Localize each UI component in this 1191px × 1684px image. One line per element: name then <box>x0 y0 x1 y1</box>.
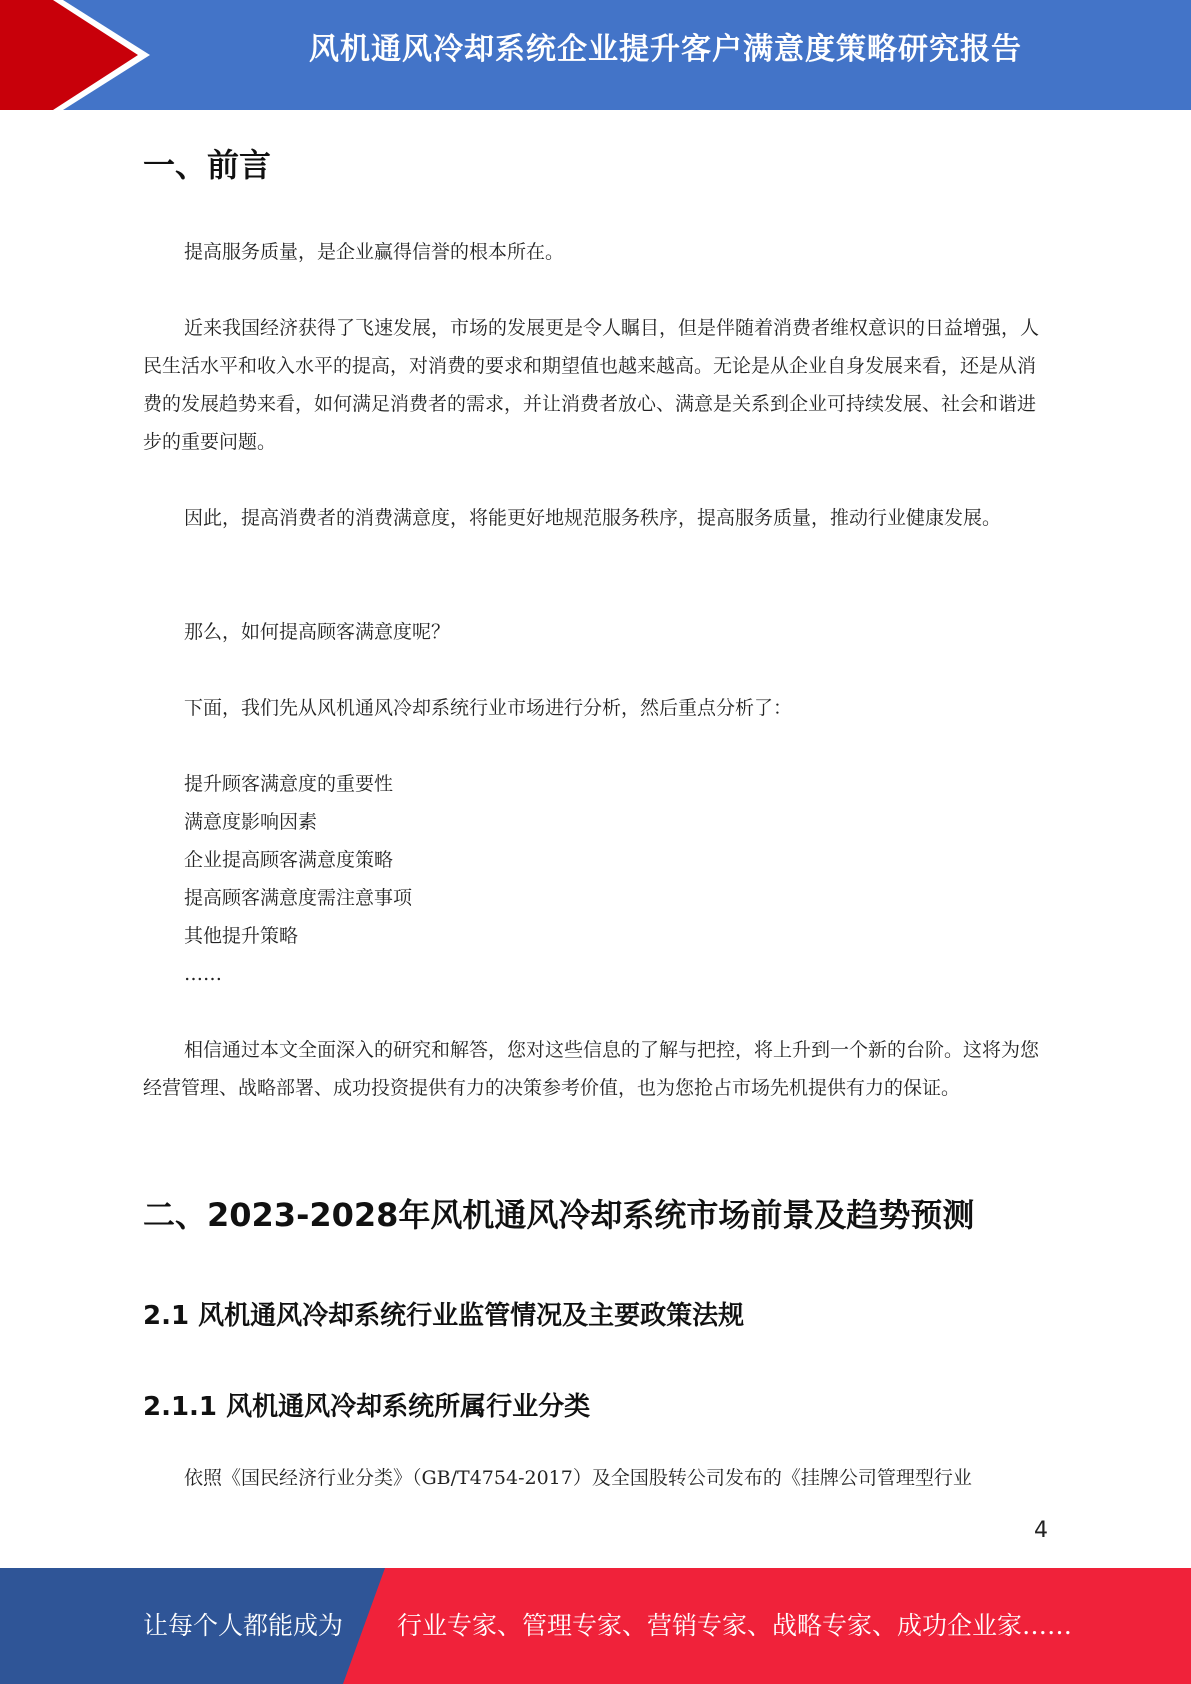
paragraph-2: 近来我国经济获得了飞速发展，市场的发展更是令人瞩目，但是伴随着消费者维权意识的日益增强，人民生活水平和收入水平的提高，对消费的要求和期望值也越来越高。无论是从企业自身发展来看，还是从消费的发展趋势来看，如何满足消费者的需求，并让消费者放心、满意是关系到企业可持续发展、社会和谐进步的重要问题。 <box>143 317 1040 453</box>
list-item: 其他提升策略 <box>184 925 299 947</box>
footer-slogan-left: 让每个人都能成为 <box>143 1611 344 1640</box>
paragraph-7: 依照《国民经济行业分类》（GB/T4754-2017）及全国股转公司发布的《挂牌公司管理型行业 <box>184 1467 972 1489</box>
paragraph-4: 那么，如何提高顾客满意度呢？ <box>184 621 451 643</box>
section-2-1-heading: 2.1 风机通风冷却系统行业监管情况及主要政策法规 <box>143 1301 745 1331</box>
paragraph-5: 下面，我们先从风机通风冷却系统行业市场进行分析，然后重点分析了： <box>184 697 793 719</box>
page-number: 4 <box>1034 1518 1048 1543</box>
section-2-heading: 二、2023-2028年风机通风冷却系统市场前景及趋势预测 <box>143 1196 975 1234</box>
section-2-1-1-heading: 2.1.1 风机通风冷却系统所属行业分类 <box>143 1392 591 1422</box>
page-footer <box>0 1568 1191 1684</box>
list-item: 提高顾客满意度需注意事项 <box>184 887 413 909</box>
report-title: 风机通风冷却系统企业提升客户满意度策略研究报告 <box>309 32 1022 67</box>
analysis-topic-list <box>184 765 412 993</box>
paragraph-1: 提高服务质量，是企业赢得信誉的根本所在。 <box>184 241 565 263</box>
page-header <box>0 0 1191 110</box>
list-item: …… <box>184 963 222 985</box>
list-item: 提升顾客满意度的重要性 <box>184 773 394 795</box>
header-chevron-red <box>0 0 140 110</box>
paragraph-6: 相信通过本文全面深入的研究和解答，您对这些信息的了解与把控，将上升到一个新的台阶。这将为您经营管理、战略部署、成功投资提供有力的决策参考价值，也为您抢占市场先机提供有力的保证。 <box>143 1039 1040 1099</box>
section-1-heading: 一、前言 <box>143 146 272 184</box>
list-item: 企业提高顾客满意度策略 <box>184 849 394 871</box>
paragraph-3: 因此，提高消费者的消费满意度，将能更好地规范服务秩序，提高服务质量，推动行业健康发展。 <box>184 507 1002 529</box>
footer-slogan-right: 行业专家、管理专家、营销专家、战略专家、成功企业家…… <box>397 1611 1073 1640</box>
list-item: 满意度影响因素 <box>184 811 318 833</box>
